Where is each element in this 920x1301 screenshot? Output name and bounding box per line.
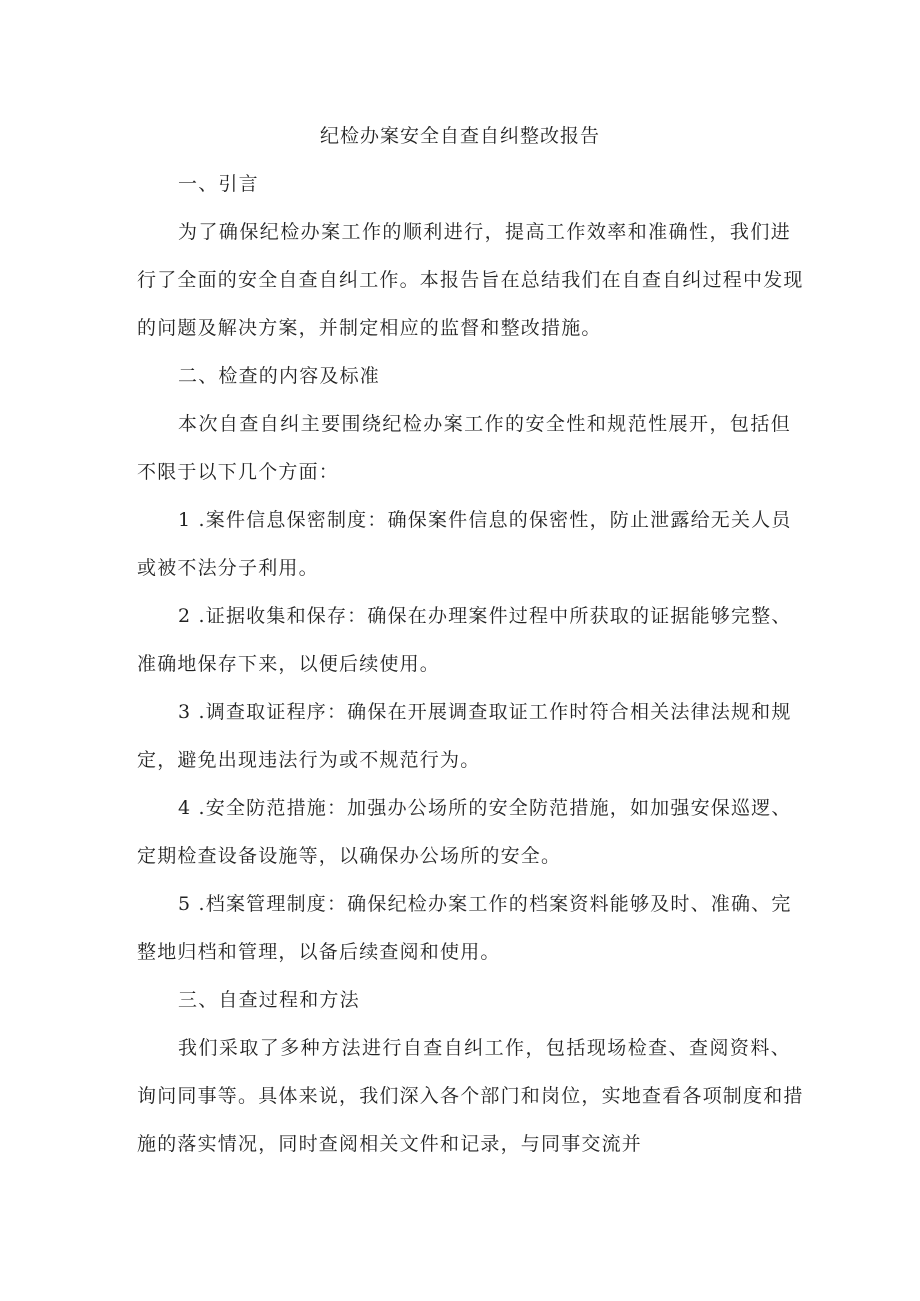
- list-item-1: [178, 504, 791, 536]
- paragraph-line: [137, 264, 804, 296]
- section-heading-introduction: 一、引言: [178, 173, 259, 195]
- paragraph-text: 为了确保纪检办案工作的顺利进行，提高工作效率和准确性，我们进: [178, 221, 791, 243]
- section-heading-check-content: 二、检查的内容及标准: [178, 365, 381, 387]
- list-item-1-continued: 或被不法分子利用。: [137, 557, 319, 579]
- list-item-text: 4 .安全防范措施：加强办公场所的安全防范措施，如加强安保巡逻、: [178, 797, 792, 819]
- paragraph-line: 的问题及解决方案，并制定相应的监督和整改措施。: [137, 317, 602, 339]
- paragraph-line: 施的落实情况，同时查阅相关文件和记录，与同事交流并: [137, 1133, 643, 1155]
- list-item-text: 1 .案件信息保密制度：确保案件信息的保密性，防止泄露给无关人员: [178, 509, 792, 531]
- paragraph-text: 询问同事等。具体来说，我们深入各个部门和岗位，实地查看各项制度和措: [137, 1085, 804, 1107]
- list-item-2: [178, 600, 791, 632]
- paragraph-text: 本次自查自纠主要围绕纪检办案工作的安全性和规范性展开，包括但: [178, 413, 791, 435]
- paragraph-line: [178, 216, 791, 248]
- list-item-3-continued: 定，避免出现违法行为或不规范行为。: [137, 749, 481, 771]
- list-item-2-continued: 准确地保存下来，以便后续使用。: [137, 653, 441, 675]
- paragraph-text: 我们采取了多种方法进行自查自纠工作，包括现场检查、查阅资料、: [178, 1037, 791, 1059]
- paragraph-line: [178, 1032, 791, 1064]
- paragraph-line: [137, 1080, 804, 1112]
- list-item-3: [178, 696, 791, 728]
- list-item-text: 3 .调查取证程序：确保在开展调查取证工作时符合相关法律法规和规: [178, 701, 792, 723]
- list-item-text: 2 .证据收集和保存：确保在办理案件过程中所获取的证据能够完整、: [178, 605, 792, 627]
- document-title: 纪检办案安全自查自纠整改报告: [319, 125, 600, 147]
- paragraph-line: [178, 408, 791, 440]
- list-item-5: [178, 888, 791, 920]
- list-item-4-continued: 定期检查设备设施等，以确保办公场所的安全。: [137, 845, 562, 867]
- paragraph-line: 不限于以下几个方面：: [137, 461, 340, 483]
- paragraph-text: 行了全面的安全自查自纠工作。本报告旨在总结我们在自查自纠过程中发现: [137, 269, 804, 291]
- list-item-5-continued: 整地归档和管理，以备后续查阅和使用。: [137, 941, 501, 963]
- list-item-4: [178, 792, 791, 824]
- section-heading-process: 三、自查过程和方法: [178, 989, 360, 1011]
- list-item-text: 5 .档案管理制度：确保纪检办案工作的档案资料能够及时、准确、完: [178, 893, 792, 915]
